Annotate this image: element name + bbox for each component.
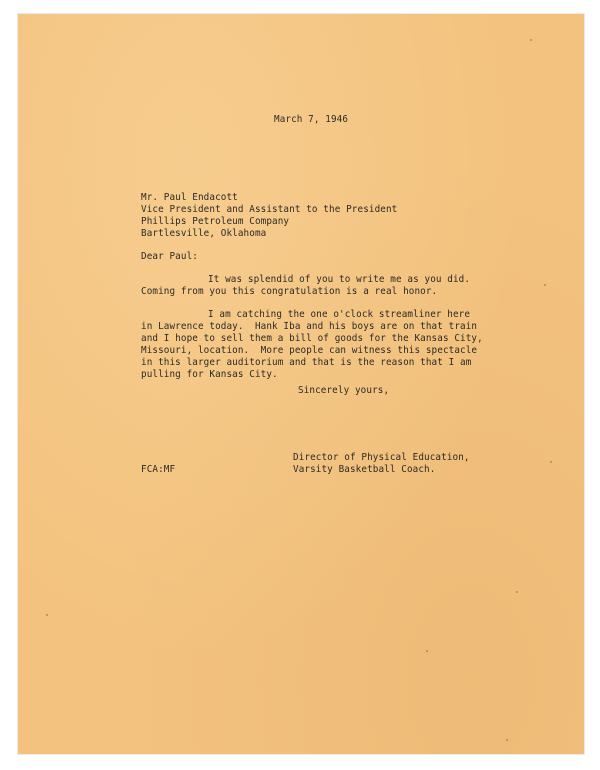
paper-speck [550, 461, 552, 463]
recipient-city: Bartlesville, Oklahoma [141, 228, 267, 239]
recipient-name: Mr. Paul Endacott [141, 192, 238, 203]
signature-title-line1: Director of Physical Education, [293, 452, 470, 463]
letter-page [18, 14, 584, 754]
paragraph2-line: in this larger auditorium and that is the reason that I am [141, 357, 472, 368]
letter-date: March 7, 1946 [274, 114, 349, 125]
typist-initials: FCA:MF [141, 464, 176, 475]
paragraph2-line: pulling for Kansas City. [141, 369, 278, 380]
closing: Sincerely yours, [298, 385, 390, 396]
paragraph2-line: I am catching the one o'clock streamliner here [208, 309, 471, 320]
paragraph2-line: Missouri, location. More people can witness this spectacle [141, 345, 478, 356]
recipient-title: Vice President and Assistant to the President [141, 204, 398, 215]
paper-speck [506, 739, 508, 741]
paper-speck [530, 39, 532, 41]
recipient-company: Phillips Petroleum Company [141, 216, 290, 227]
salutation: Dear Paul: [141, 251, 198, 262]
paragraph1-line: Coming from you this congratulation is a real honor. [141, 286, 438, 297]
paper-speck [46, 614, 48, 616]
paper-speck [544, 284, 546, 286]
paper-speck [426, 650, 428, 652]
paragraph2-line: in Lawrence today. Hank Iba and his boys are on that train [141, 321, 478, 332]
paragraph1-line: It was splendid of you to write me as you did. [208, 274, 471, 285]
paper-speck [516, 591, 518, 593]
paragraph2-line: and I hope to sell them a bill of goods for the Kansas City, [141, 333, 483, 344]
signature-title-line2: Varsity Basketball Coach. [293, 464, 436, 475]
